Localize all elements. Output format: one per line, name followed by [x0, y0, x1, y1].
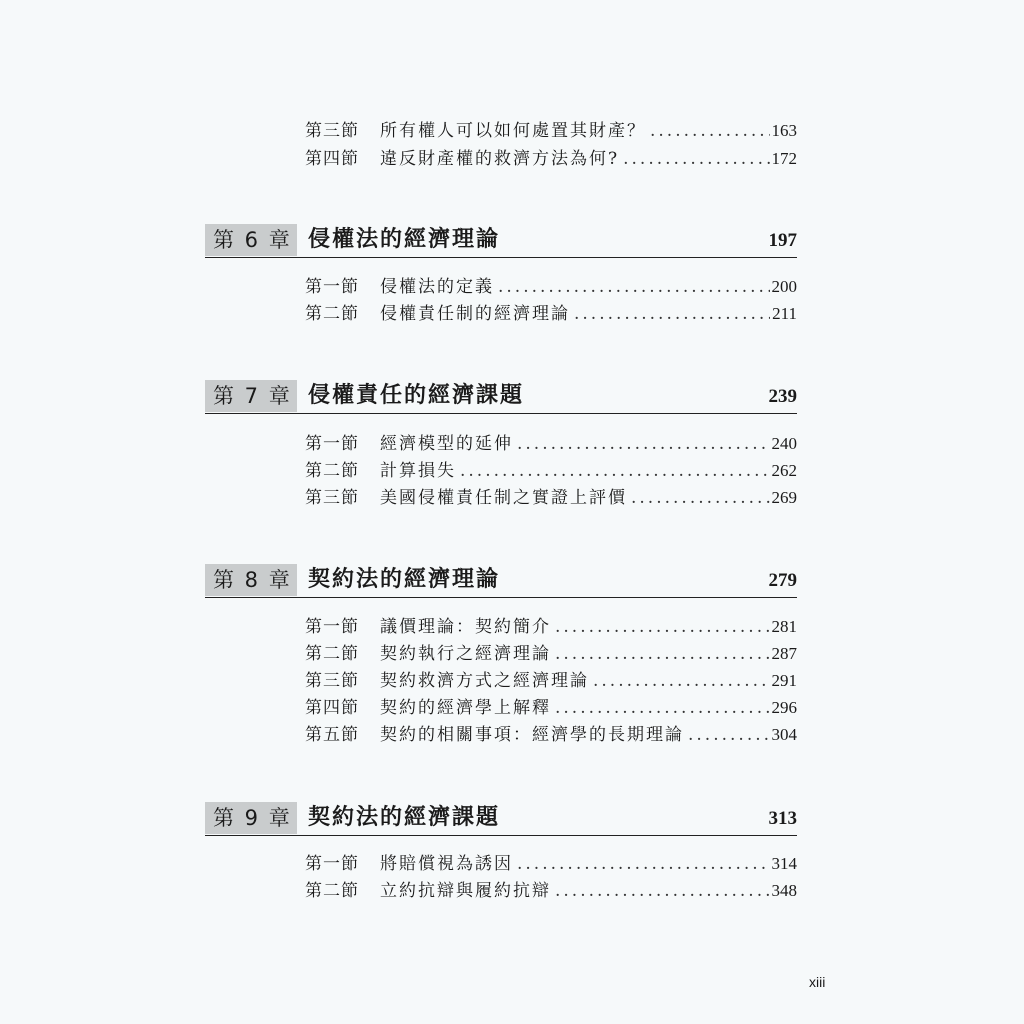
- section-number: 第一節: [305, 617, 359, 637]
- chapter-heading: [205, 376, 797, 416]
- section-page-number: 163: [771, 121, 797, 140]
- section-page-number: 314: [771, 854, 797, 873]
- section-page-number: 348: [771, 881, 797, 900]
- chapter-title: 侵權法的經濟理論: [308, 227, 501, 252]
- section-number: 第一節: [305, 854, 359, 874]
- toc-section-row: [305, 878, 797, 904]
- chapter-label: 第 9 章: [205, 802, 297, 834]
- section-number: 第一節: [305, 277, 359, 297]
- section-number: 第二節: [305, 461, 359, 481]
- section-page-number: 200: [771, 277, 797, 296]
- toc-section-row: [305, 458, 797, 484]
- chapter-heading: [205, 560, 797, 600]
- section-title: 計算損失: [380, 461, 456, 481]
- section-number: 第三節: [305, 671, 359, 691]
- leader-dots: [631, 485, 770, 511]
- section-number: 第一節: [305, 434, 359, 454]
- chapter-heading: [205, 798, 797, 838]
- leader-dots: [555, 641, 770, 667]
- page-number: xiii: [809, 974, 826, 990]
- chapter-title: 契約法的經濟理論: [308, 567, 501, 592]
- section-page-number: 291: [771, 671, 797, 690]
- leader-dots: [555, 878, 770, 904]
- section-number: 第二節: [305, 644, 359, 664]
- leader-dots: [498, 274, 770, 300]
- chapter-rule: [205, 597, 797, 598]
- leader-dots: [623, 146, 769, 172]
- leader-dots: [517, 431, 770, 457]
- chapter-rule: [205, 835, 797, 836]
- chapter-rule: [205, 413, 797, 414]
- section-title: 將賠償視為誘因: [380, 854, 513, 874]
- chapter-label: 第 6 章: [205, 224, 297, 256]
- chapter-page-number: 313: [768, 808, 797, 829]
- section-number: 第五節: [305, 725, 359, 745]
- section-number: 第三節: [305, 488, 359, 508]
- toc-section-row: [305, 695, 797, 721]
- leader-dots: [555, 695, 770, 721]
- section-page-number: 296: [771, 698, 797, 717]
- section-number: 第四節: [305, 698, 359, 718]
- section-page-number: 240: [771, 434, 797, 453]
- section-title: 議價理論：契約簡介: [380, 617, 551, 637]
- chapter-page-number: 197: [768, 230, 797, 251]
- section-page-number: 269: [771, 488, 797, 507]
- leader-dots: [517, 851, 770, 877]
- toc-section-row: [305, 485, 797, 511]
- toc-section-row: [305, 851, 797, 877]
- chapter-page-number: 279: [768, 570, 797, 591]
- toc-section-row: [305, 641, 797, 667]
- section-page-number: 281: [771, 617, 797, 636]
- section-title: 美國侵權責任制之實證上評價: [380, 488, 627, 508]
- toc-section-row: [305, 146, 797, 172]
- section-title: 侵權責任制的經濟理論: [380, 304, 570, 324]
- chapter-title: 契約法的經濟課題: [308, 805, 501, 830]
- toc-section-row: [305, 301, 797, 327]
- leader-dots: [555, 614, 770, 640]
- leader-dots: [688, 722, 770, 748]
- toc-section-row: [305, 118, 797, 144]
- toc-section-row: [305, 722, 797, 748]
- section-title: 契約執行之經濟理論: [380, 644, 551, 664]
- section-page-number: 287: [771, 644, 797, 663]
- section-page-number: 211: [772, 304, 797, 323]
- section-number: 第二節: [305, 881, 359, 901]
- section-page-number: 262: [771, 461, 797, 480]
- toc-section-row: [305, 614, 797, 640]
- section-title: 立約抗辯與履約抗辯: [380, 881, 551, 901]
- chapter-title: 侵權責任的經濟課題: [308, 383, 525, 408]
- section-number: 第四節: [305, 149, 359, 169]
- section-title: 契約的相關事項：經濟學的長期理論: [380, 725, 684, 745]
- leader-dots: [650, 118, 770, 144]
- section-page-number: 172: [771, 149, 797, 168]
- chapter-label: 第 8 章: [205, 564, 297, 596]
- leader-dots: [593, 668, 770, 694]
- section-page-number: 304: [771, 725, 797, 744]
- section-number: 第三節: [305, 121, 359, 141]
- leader-dots: [460, 458, 770, 484]
- chapter-heading: [205, 220, 797, 260]
- section-number: 第二節: [305, 304, 359, 324]
- toc-section-row: [305, 431, 797, 457]
- section-title: 違反財產權的救濟方法為何?: [380, 149, 620, 169]
- leader-dots: [574, 301, 770, 327]
- section-title: 契約救濟方式之經濟理論: [380, 671, 589, 691]
- section-title: 所有權人可以如何處置其財產？: [380, 121, 646, 141]
- chapter-rule: [205, 257, 797, 258]
- chapter-page-number: 239: [768, 386, 797, 407]
- toc-section-row: [305, 274, 797, 300]
- chapter-label: 第 7 章: [205, 380, 297, 412]
- section-title: 經濟模型的延伸: [380, 434, 513, 454]
- section-title: 侵權法的定義: [380, 277, 494, 297]
- section-title: 契約的經濟學上解釋: [380, 698, 551, 718]
- toc-section-row: [305, 668, 797, 694]
